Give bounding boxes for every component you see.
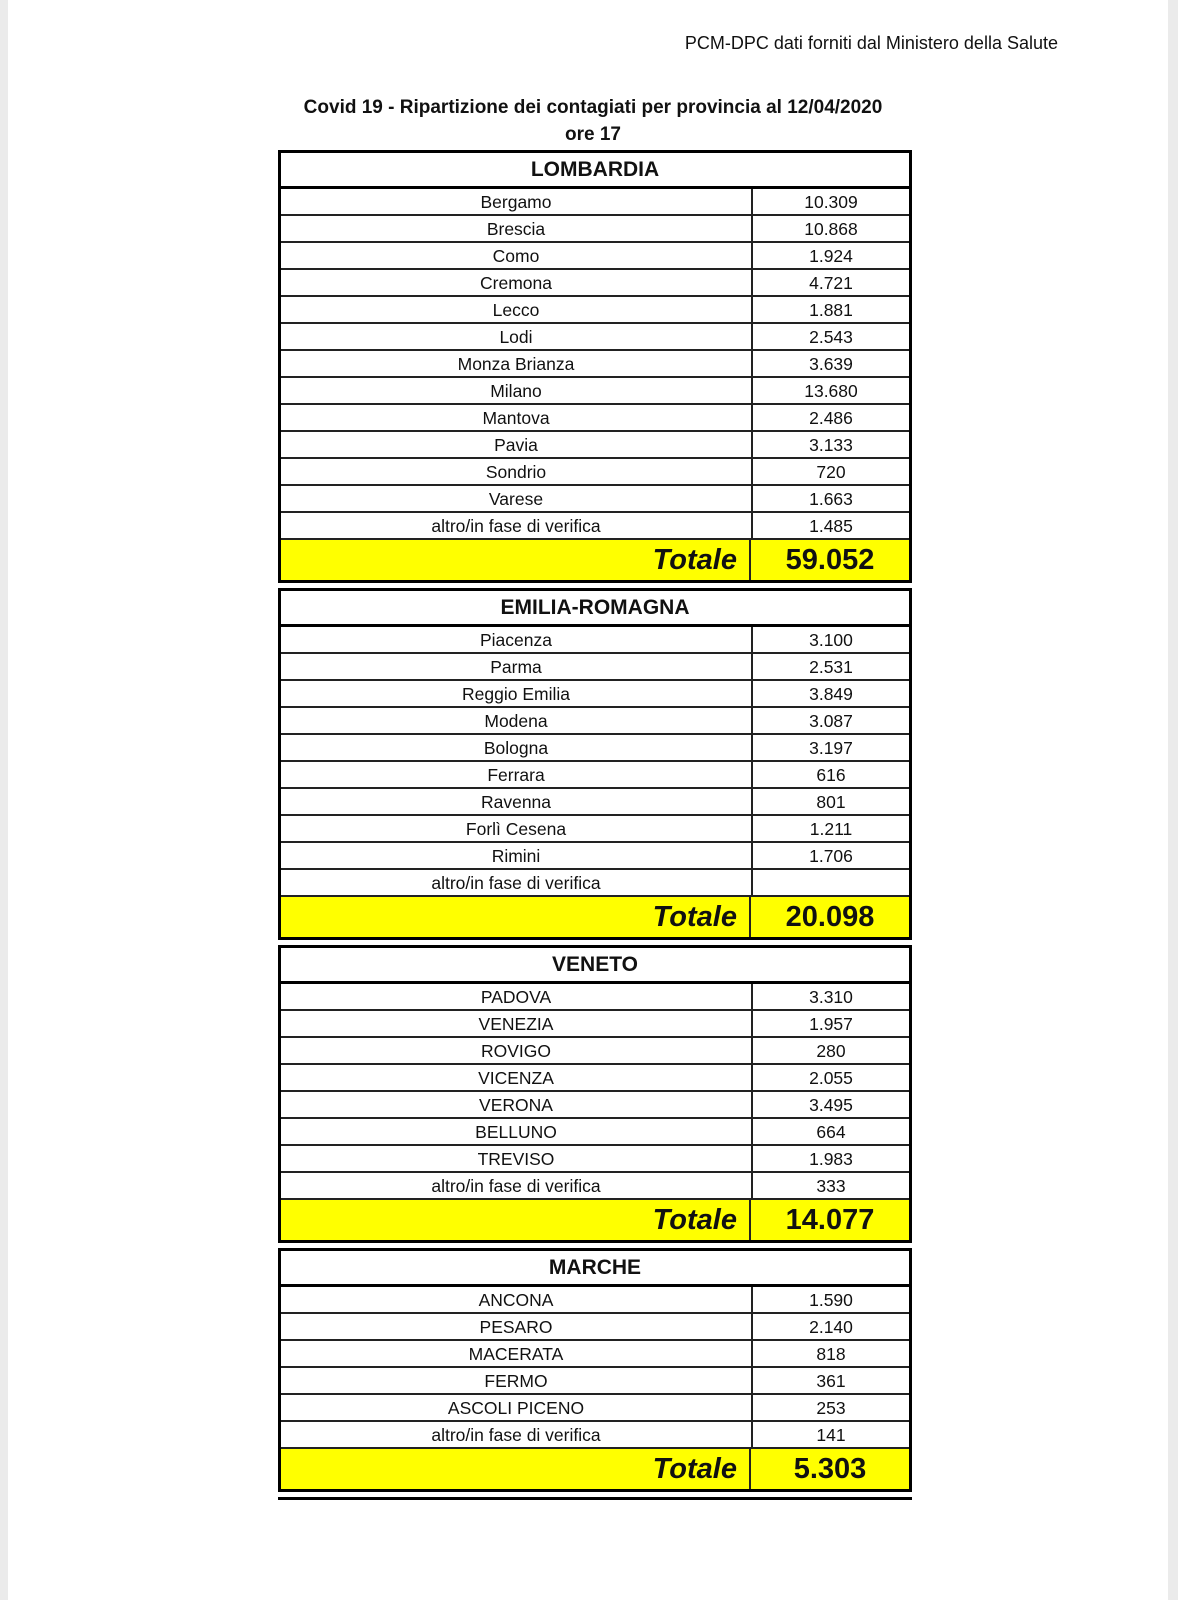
total-label: Totale	[281, 540, 751, 580]
table-row	[281, 1146, 909, 1173]
total-row	[281, 540, 909, 580]
table-row	[281, 627, 909, 654]
table-row	[281, 1038, 909, 1065]
province-name: VERONA	[281, 1092, 753, 1117]
case-count: 141	[816, 1425, 846, 1445]
region-header: VENETO	[281, 948, 909, 984]
table-row	[281, 654, 909, 681]
table-row	[281, 984, 909, 1011]
case-count: 801	[816, 792, 846, 812]
case-count: 1.590	[809, 1290, 853, 1310]
table-row	[281, 1422, 909, 1449]
table-row	[281, 405, 909, 432]
table-row	[281, 1011, 909, 1038]
table-row	[281, 843, 909, 870]
province-name: ANCONA	[281, 1287, 753, 1312]
region-table-lombardia	[278, 150, 912, 583]
province-name: Varese	[281, 486, 753, 511]
table-row	[281, 1119, 909, 1146]
province-name: Bergamo	[281, 189, 753, 214]
table-row	[281, 1314, 909, 1341]
case-count: 10.868	[804, 219, 858, 239]
case-count: 3.849	[809, 684, 853, 704]
case-count: 1.924	[809, 246, 853, 266]
case-count: 2.531	[809, 657, 853, 677]
table-row	[281, 816, 909, 843]
table-row	[281, 270, 909, 297]
case-count: 2.486	[809, 408, 853, 428]
table-row	[281, 189, 909, 216]
table-row	[281, 324, 909, 351]
province-name: Piacenza	[281, 627, 753, 652]
total-value: 59.052	[785, 544, 875, 576]
province-name: Mantova	[281, 405, 753, 430]
province-name: ASCOLI PICENO	[281, 1395, 753, 1420]
case-count: 333	[816, 1176, 846, 1196]
table-row	[281, 1368, 909, 1395]
table-row	[281, 297, 909, 324]
province-name: MACERATA	[281, 1341, 753, 1366]
table-row	[281, 789, 909, 816]
province-name: Monza Brianza	[281, 351, 753, 376]
province-name: Cremona	[281, 270, 753, 295]
province-name: VICENZA	[281, 1065, 753, 1090]
case-count	[753, 870, 909, 895]
title-line-2: ore 17	[565, 124, 621, 145]
case-count: 253	[816, 1398, 846, 1418]
province-name: Milano	[281, 378, 753, 403]
province-name: Lodi	[281, 324, 753, 349]
case-count: 13.680	[804, 381, 858, 401]
table-row	[281, 486, 909, 513]
province-name: VENEZIA	[281, 1011, 753, 1036]
total-label: Totale	[281, 897, 751, 937]
total-row	[281, 1200, 909, 1240]
table-row	[281, 1395, 909, 1422]
province-name: PADOVA	[281, 984, 753, 1009]
province-name: Reggio Emilia	[281, 681, 753, 706]
page-title	[273, 94, 913, 148]
case-count: 2.543	[809, 327, 853, 347]
province-name: PESARO	[281, 1314, 753, 1339]
case-count: 4.721	[809, 273, 853, 293]
source-note: PCM-DPC dati forniti dal Ministero della Salute	[684, 33, 1058, 53]
case-count: 361	[816, 1371, 846, 1391]
case-count: 720	[816, 462, 846, 482]
bottom-rule	[278, 1497, 912, 1500]
province-name: Forlì Cesena	[281, 816, 753, 841]
case-count: 818	[816, 1344, 846, 1364]
case-count: 3.133	[809, 435, 853, 455]
case-count: 1.983	[809, 1149, 853, 1169]
total-value: 20.098	[785, 901, 875, 933]
case-count: 2.140	[809, 1317, 853, 1337]
province-name: Sondrio	[281, 459, 753, 484]
province-name: ROVIGO	[281, 1038, 753, 1063]
table-row	[281, 1341, 909, 1368]
region-table-marche	[278, 1248, 912, 1492]
case-count: 10.309	[804, 192, 858, 212]
table-row	[281, 351, 909, 378]
province-name: Ferrara	[281, 762, 753, 787]
province-name: altro/in fase di verifica	[281, 513, 753, 538]
table-row	[281, 735, 909, 762]
region-table-veneto	[278, 945, 912, 1243]
province-name: Rimini	[281, 843, 753, 868]
region-header: LOMBARDIA	[281, 153, 909, 189]
case-count: 3.087	[809, 711, 853, 731]
total-value: 5.303	[793, 1453, 867, 1485]
table-row	[281, 432, 909, 459]
case-count: 3.197	[809, 738, 853, 758]
table-row	[281, 762, 909, 789]
table-row	[281, 870, 909, 897]
province-name: Modena	[281, 708, 753, 733]
case-count: 1.663	[809, 489, 853, 509]
province-name: Como	[281, 243, 753, 268]
table-row	[281, 513, 909, 540]
document-page	[8, 0, 1168, 1600]
case-count: 1.706	[809, 846, 853, 866]
total-row	[281, 897, 909, 937]
table-row	[281, 708, 909, 735]
case-count: 616	[816, 765, 846, 785]
region-table-emilia-romagna	[278, 588, 912, 940]
case-count: 1.881	[809, 300, 853, 320]
table-row	[281, 681, 909, 708]
province-name: altro/in fase di verifica	[281, 1173, 753, 1198]
table-row	[281, 243, 909, 270]
case-count: 1.957	[809, 1014, 853, 1034]
table-row	[281, 378, 909, 405]
province-name: Bologna	[281, 735, 753, 760]
table-row	[281, 1173, 909, 1200]
case-count: 3.495	[809, 1095, 853, 1115]
province-name: Pavia	[281, 432, 753, 457]
case-count: 664	[816, 1122, 846, 1142]
total-label: Totale	[281, 1200, 751, 1240]
table-row	[281, 1287, 909, 1314]
total-row	[281, 1449, 909, 1489]
table-row	[281, 459, 909, 486]
total-label: Totale	[281, 1449, 751, 1489]
case-count: 3.310	[809, 987, 853, 1007]
province-name: BELLUNO	[281, 1119, 753, 1144]
region-header: MARCHE	[281, 1251, 909, 1287]
region-header: EMILIA-ROMAGNA	[281, 591, 909, 627]
table-row	[281, 216, 909, 243]
province-name: Ravenna	[281, 789, 753, 814]
province-name: Brescia	[281, 216, 753, 241]
case-count: 280	[816, 1041, 846, 1061]
province-name: altro/in fase di verifica	[281, 870, 753, 895]
case-count: 1.485	[809, 516, 853, 536]
province-name: TREVISO	[281, 1146, 753, 1171]
province-name: Parma	[281, 654, 753, 679]
case-count: 3.100	[809, 630, 853, 650]
case-count: 3.639	[809, 354, 853, 374]
case-count: 2.055	[809, 1068, 853, 1088]
total-value: 14.077	[785, 1204, 875, 1236]
table-row	[281, 1092, 909, 1119]
province-name: altro/in fase di verifica	[281, 1422, 753, 1447]
table-row	[281, 1065, 909, 1092]
title-line-1: Covid 19 - Ripartizione dei contagiati per provincia al 12/04/2020	[303, 97, 883, 118]
province-name: Lecco	[281, 297, 753, 322]
province-name: FERMO	[281, 1368, 753, 1393]
case-count: 1.211	[809, 819, 853, 839]
